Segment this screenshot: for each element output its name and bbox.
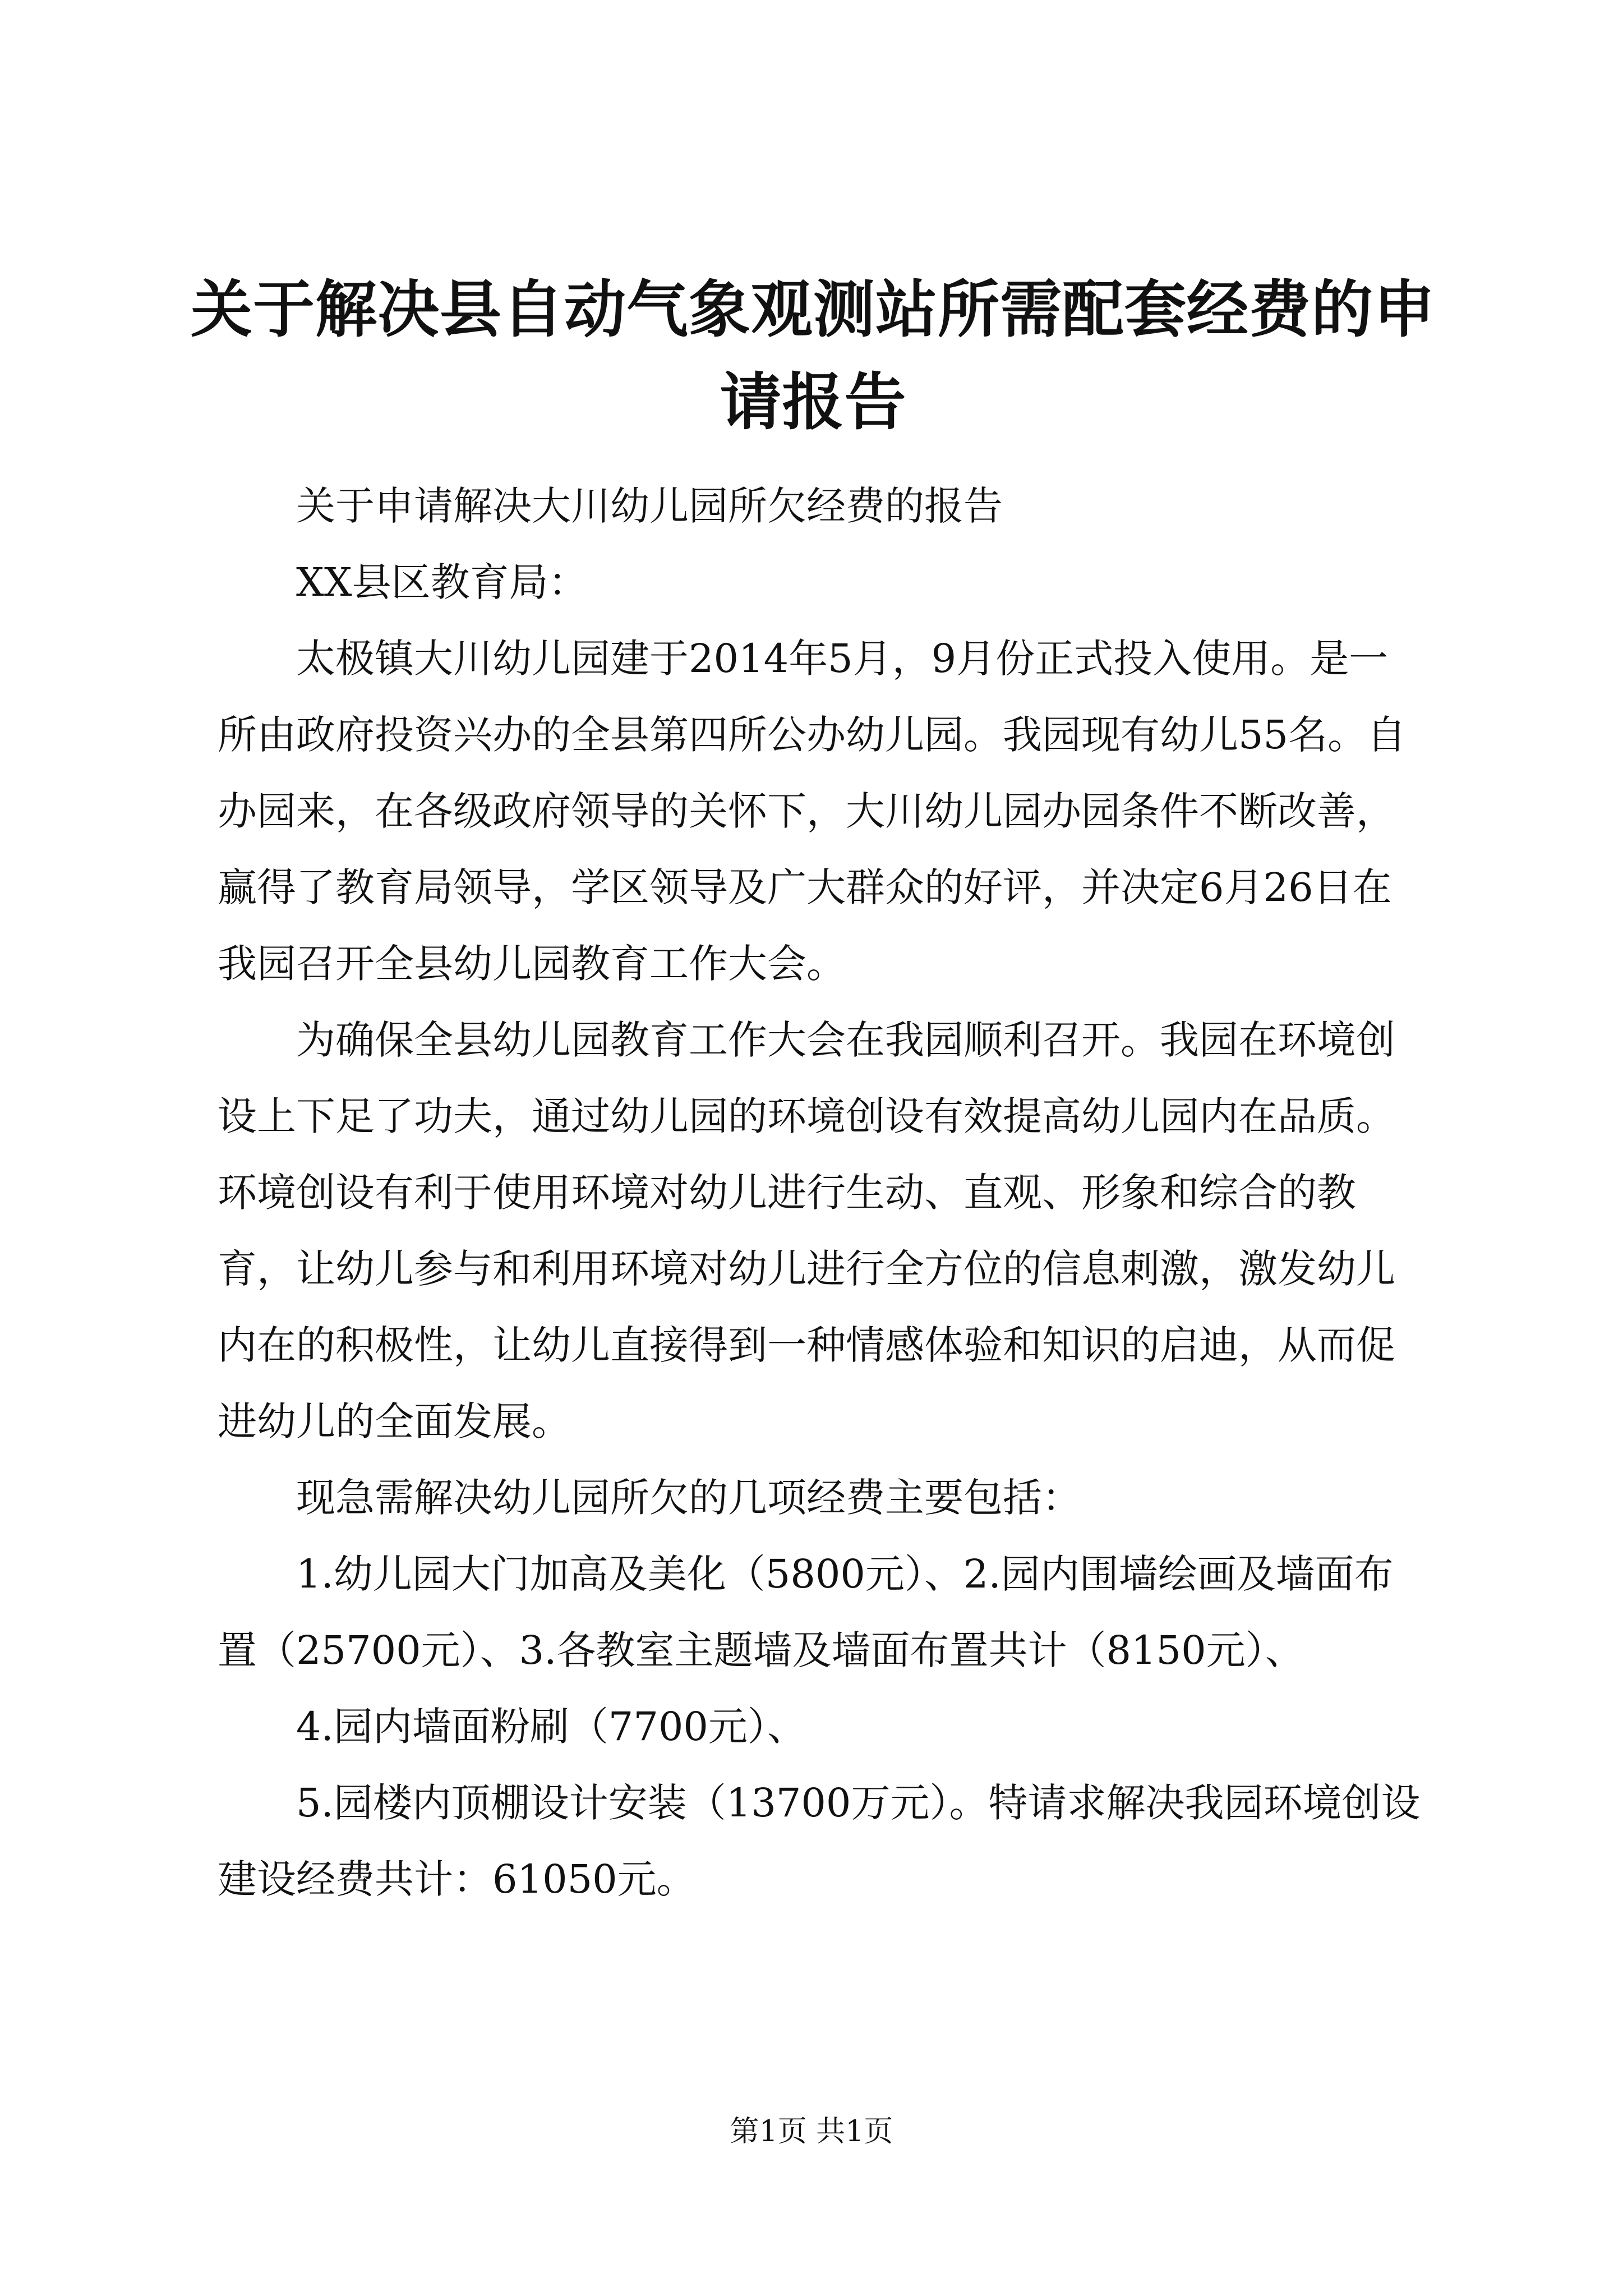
expense-item-4-paragraph: 4.园内墙面粉刷（7700元）、 [296, 1704, 806, 1750]
document-body [218, 468, 1423, 1917]
page-number-text: 第1页 共1页 [730, 2115, 893, 2148]
recipient-paragraph: XX县区教育局： [296, 559, 588, 605]
title-line-2: 请报告 [720, 366, 907, 438]
subtitle-paragraph: 关于申请解决大川幼儿园所欠经费的报告 [296, 483, 1003, 529]
document-title [168, 264, 1458, 449]
background-paragraph: 太极镇大川幼儿园建于2014年5月，9月份正式投入使用。是一所由政府投资兴办的全县第四所公办幼儿园。我园现有幼儿55名。自办园来，在各级政府领导的关怀下，大川幼儿园办园条件不断改善，赢得了教育局领导，学区领导及广大群众的好评，并决定6月26日在我园召开全县幼儿园教育工作大会。 [218, 636, 1407, 987]
title-line-1: 关于解决县自动气象观测站所需配套经费的申 [191, 274, 1436, 346]
expense-total-paragraph: 5.园楼内顶棚设计安装（13700万元）。特请求解决我园环境创设建设经费共计：61050元。 [218, 1780, 1421, 1902]
page-footer [0, 2115, 1623, 2148]
needs-intro-paragraph: 现急需解决幼儿园所欠的几项经费主要包括： [296, 1475, 1081, 1521]
environment-paragraph: 为确保全县幼儿园教育工作大会在我园顺利召开。我园在环境创设上下足了功夫，通过幼儿园的环境创设有效提高幼儿园内在品质。环境创设有利于使用环境对幼儿进行生动、直观、形象和综合的教育，让幼儿参与和利用环境对幼儿进行全方位的信息刺激，激发幼儿内在的积极性，让幼儿直接得到一种情感体验和知识的启迪，从而促进幼儿的全面发展。 [218, 1017, 1395, 1444]
expense-items-paragraph: 1.幼儿园大门加高及美化（5800元）、2.园内围墙绘画及墙面布置（25700元）、3.各教室主题墙及墙面布置共计（8150元）、 [218, 1551, 1394, 1673]
